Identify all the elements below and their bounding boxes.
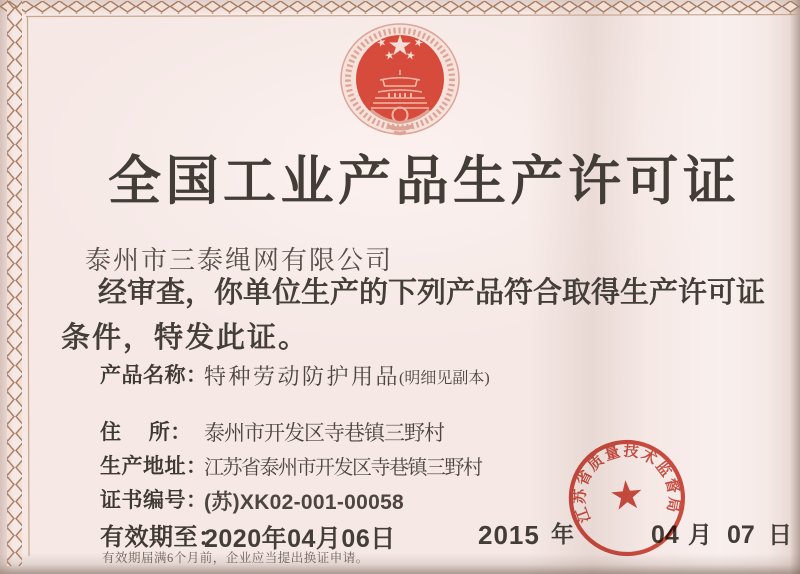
- official-seal: [550, 424, 703, 574]
- issue-date-month: 04: [651, 521, 679, 549]
- production-address-label: 生产地址：: [100, 454, 208, 478]
- company-name: 泰州市三泰绳网有限公司: [85, 246, 394, 275]
- certificate-number-value: (苏)XK02-001-00058: [204, 491, 405, 514]
- residence-label: 住 所：: [100, 420, 192, 444]
- field-row-residence: [100, 416, 444, 446]
- statement-line-1: 经审查，你单位生产的下列产品符合取得生产许可证: [98, 277, 766, 309]
- field-row-production-address: [100, 450, 482, 480]
- product-name-value: 特种劳动防护用品: [204, 364, 401, 389]
- validity-label: 有效期至：: [100, 525, 223, 551]
- seal-text: 江苏省质量技术监督局: [572, 443, 682, 525]
- issue-date-day-unit: 日: [768, 523, 792, 549]
- renewal-footnote: 有效期届满6个月前，企业应当提出换证申请。: [102, 551, 369, 565]
- validity-value: 2020年04月06日: [204, 525, 396, 553]
- product-name-label: 产品名称：: [100, 363, 208, 387]
- statement-line-2: 条件，特发此证。: [61, 322, 310, 354]
- certificate-title: 全国工业产品生产许可证: [108, 153, 741, 211]
- issue-date-year-unit: 年: [551, 522, 574, 547]
- issue-date-day: 07: [727, 521, 755, 549]
- national-emblem-icon: [337, 22, 463, 142]
- field-row-product-name: [100, 359, 490, 389]
- field-row-validity: [100, 517, 396, 553]
- svg-text:江苏省质量技术监督局: [566, 437, 685, 526]
- certificate-number-label: 证书编号：: [100, 488, 208, 512]
- field-row-certificate-number: [100, 484, 405, 514]
- issue-date-year: 2015: [478, 520, 540, 550]
- production-address-value: 江苏省泰州市开发区寺巷镇三野村: [204, 457, 482, 479]
- issue-date-month-unit: 月: [688, 523, 712, 549]
- residence-value: 泰州市开发区寺巷镇三野村: [204, 421, 444, 445]
- product-name-note: (明细见副本): [399, 370, 490, 387]
